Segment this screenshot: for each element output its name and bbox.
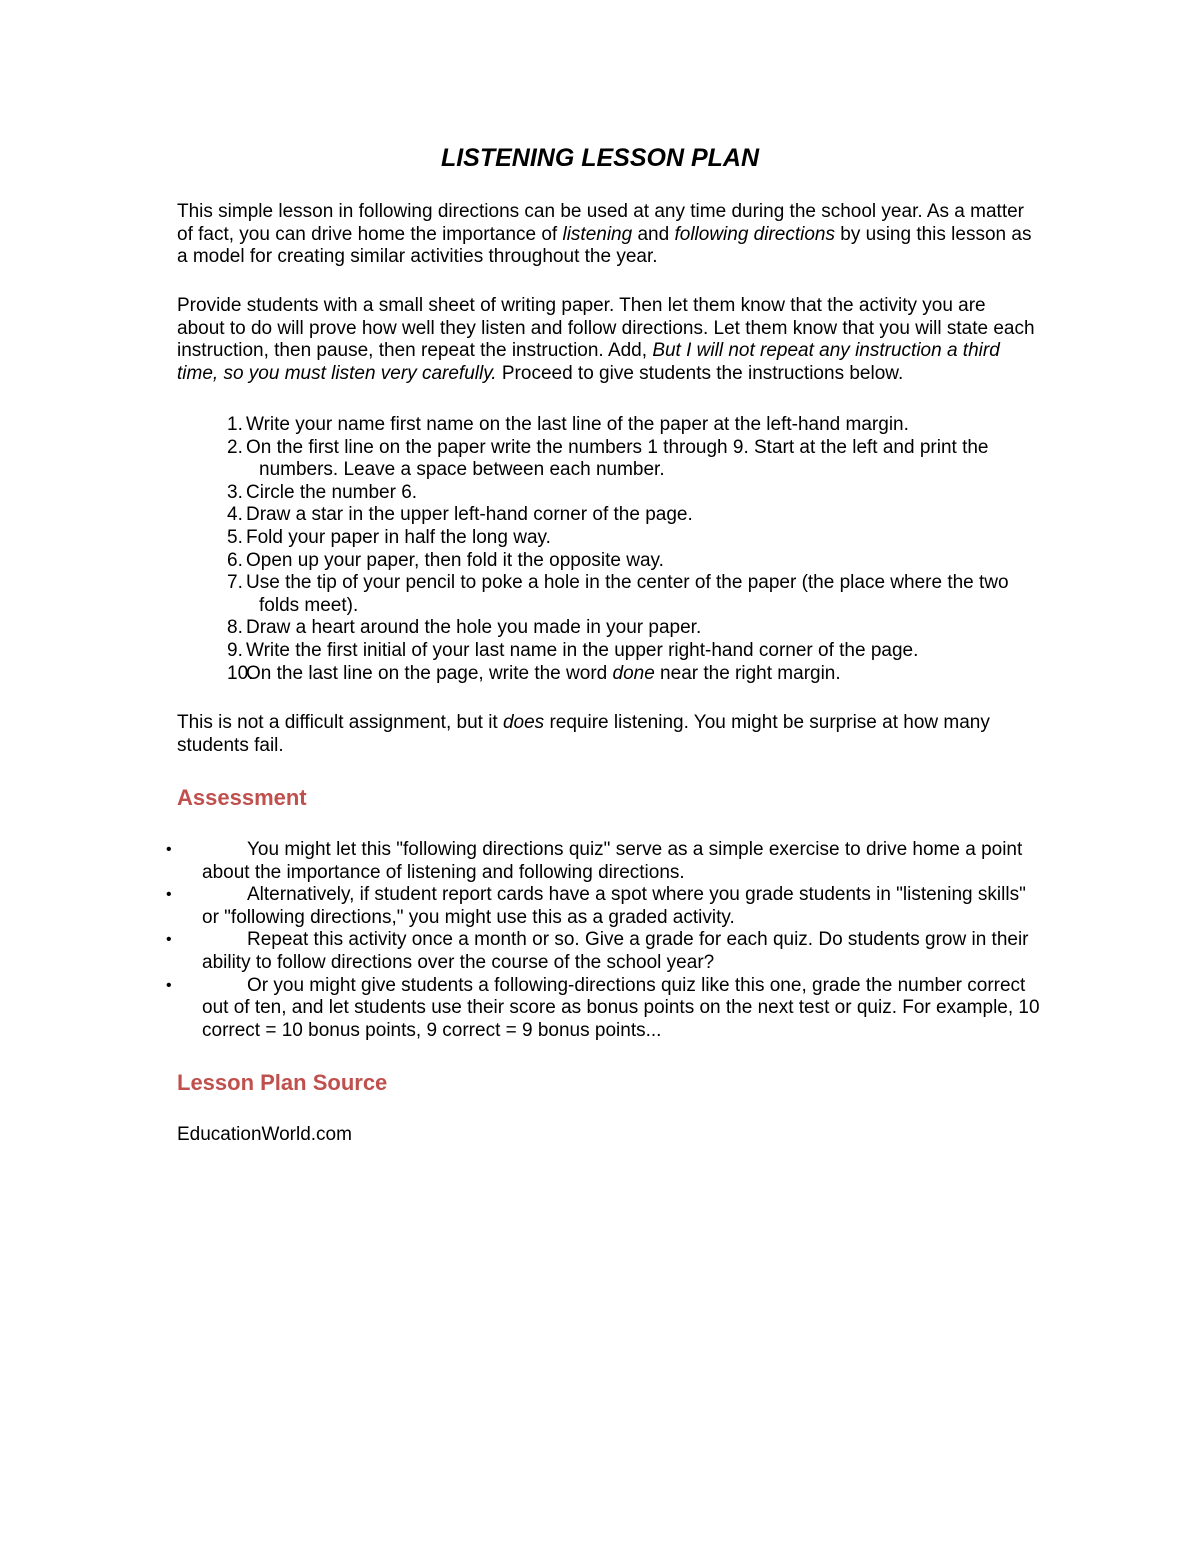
bullet-icon: • <box>166 931 172 949</box>
list-item-text: You might let this "following directions quiz" serve as a simple exercise to drive home a point about the importance of listening and following directions. <box>202 839 1023 883</box>
list-item <box>177 617 1037 640</box>
list-item-text: Draw a star in the upper left-hand corner of the page. <box>246 504 693 526</box>
source-name: EducationWorld.com <box>177 1124 352 1145</box>
intro-emphasis-listening: listening <box>562 223 633 245</box>
list-item <box>177 550 1037 573</box>
source-heading: Lesson Plan Source <box>177 1070 388 1095</box>
list-item <box>177 640 1037 663</box>
list-item-number: 3. <box>227 481 243 503</box>
list-item-number: 2. <box>227 436 243 458</box>
list-item <box>160 839 1040 884</box>
setup-paragraph <box>177 295 1037 385</box>
list-item-text: Draw a heart around the hole you made in your paper. <box>246 617 702 639</box>
assessment-list <box>160 839 1040 1042</box>
intro-paragraph <box>177 201 1037 269</box>
list-item <box>160 929 1040 974</box>
list-item-number: 5. <box>227 526 243 548</box>
list-item-text: Alternatively, if student report cards have a spot where you grade students in "listening skills" or "following directions," you might use this as a graded activity. <box>202 884 1026 928</box>
list-item-number: 4. <box>227 504 243 526</box>
list-item-number: 1. <box>227 414 243 435</box>
list-item-text: On the last line on the page, write the word <box>246 662 613 684</box>
intro-emphasis-following: following directions <box>674 223 835 245</box>
closing-text-1: This is not a difficult assignment, but it <box>177 712 503 733</box>
list-item-text: Write the first initial of your last name in the upper right-hand corner of the page. <box>246 639 919 661</box>
closing-text-2: require listening. You might be surprise at how many students fail. <box>177 712 990 756</box>
list-item <box>177 482 1037 505</box>
list-item-text: Fold your paper in half the long way. <box>246 526 551 548</box>
list-item-text: On the first line on the paper write the numbers 1 through 9. Start at the left and print the numbers. Leave a space between each number. <box>246 436 989 481</box>
closing-emphasis-does: does <box>502 712 545 733</box>
list-item-emphasis-done: done <box>612 662 655 684</box>
setup-emphasis: But I will not repeat any instruction a third time, so you must listen very carefully. <box>177 340 1000 384</box>
list-item <box>177 504 1037 527</box>
list-item-number: 7. <box>227 572 243 594</box>
bullet-icon: • <box>166 976 172 994</box>
setup-text-1: Provide students with a small sheet of writing paper. Then let them know that the activity you are about to do will prove how well they listen and follow directions. Let them know that you will state each instruction, then pause, then repeat the instruction. Add, <box>177 295 1035 362</box>
list-item-text: Circle the number 6. <box>246 481 418 503</box>
list-item-number: 6. <box>227 549 243 571</box>
page-title: LISTENING LESSON PLAN <box>440 144 760 172</box>
list-item <box>160 884 1040 929</box>
list-item-text: Or you might give students a following-directions quiz like this one, grade the number correct out of ten, and let students use their score as bonus points on the next test or quiz. For example, 10 correct = 10 bonus points, 9 correct = 9 bonus points... <box>202 974 1040 1041</box>
list-item <box>160 975 1040 1043</box>
list-item-text: Repeat this activity once a month or so. Give a grade for each quiz. Do students grow in their ability to follow directions over the course of the school year? <box>202 929 1029 973</box>
list-item <box>177 527 1037 550</box>
list-item-text: Use the tip of your pencil to poke a hole in the center of the paper (the place where the two folds meet). <box>246 572 1009 616</box>
list-item <box>177 414 1037 437</box>
list-item <box>177 572 1037 617</box>
list-item-text: Write your name first name on the last line of the paper at the left-hand margin. <box>246 414 909 435</box>
closing-paragraph <box>177 712 1037 757</box>
list-item-text-end: near the right margin. <box>654 662 841 684</box>
list-item <box>177 663 1037 686</box>
list-item-text: Open up your paper, then fold it the opposite way. <box>246 549 664 571</box>
intro-text-1: This simple lesson in following directions can be used at any time during the school year. As a matter of fact, you can drive home the importance of <box>177 201 1024 245</box>
intro-text-2: and <box>632 223 675 245</box>
intro-text-3: by using this lesson as a model for creating similar activities throughout the year. <box>177 223 1032 268</box>
instruction-list <box>177 414 1037 685</box>
bullet-icon: • <box>166 886 172 904</box>
setup-text-2: Proceed to give students the instructions below. <box>496 362 904 384</box>
list-item-number: 8. <box>227 617 243 639</box>
list-item-number: 9. <box>227 639 243 661</box>
bullet-icon: • <box>166 841 172 858</box>
list-item-number: 10. <box>227 662 254 684</box>
list-item <box>177 437 1037 482</box>
assessment-heading: Assessment <box>177 785 307 810</box>
